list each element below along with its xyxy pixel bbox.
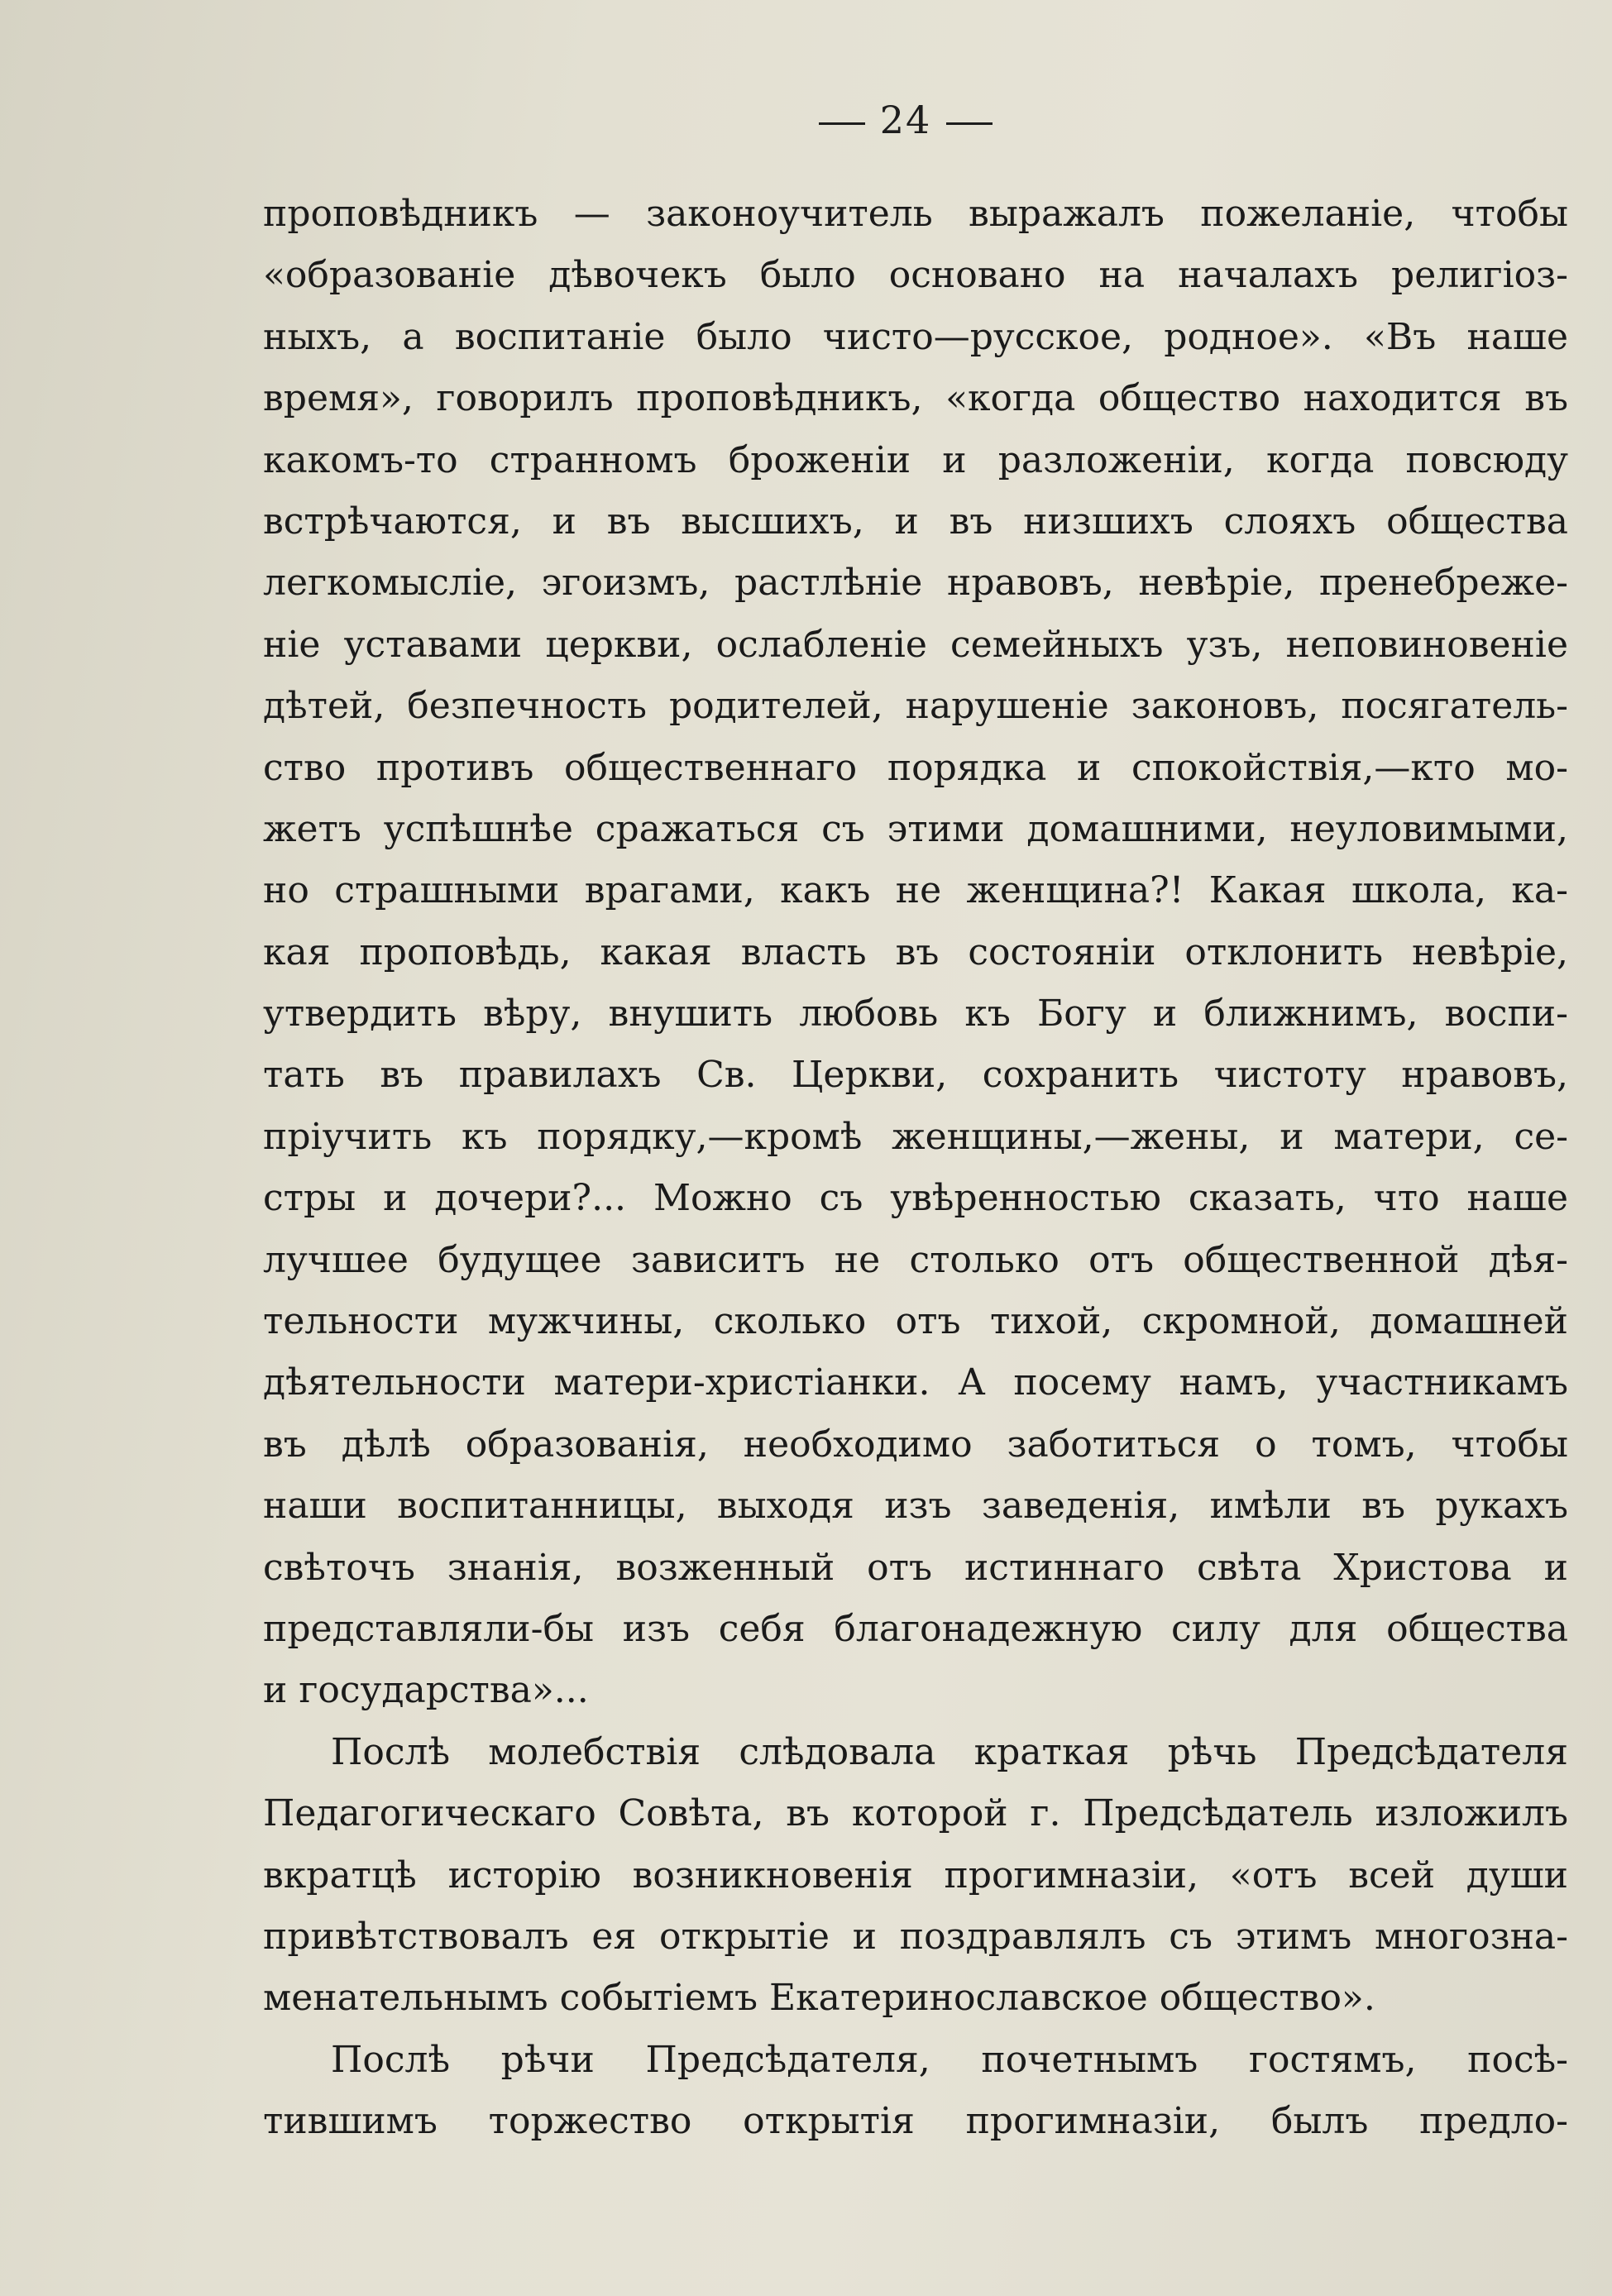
text-line: кая проповѣдь, какая власть въ состояніи отклонить невѣріе, <box>263 930 1568 973</box>
text-line: легкомысліе, эгоизмъ, растлѣніе нравовъ, невѣріе, пренебреже- <box>263 562 1568 605</box>
text-line: лучшее будущее зависитъ не столько отъ общественной дѣя- <box>263 1238 1568 1281</box>
text-line: пріучить къ порядку,—кромѣ женщины,—жены, и матери, се- <box>263 1115 1568 1158</box>
text-line: Педагогическаго Совѣта, въ которой г. Предсѣдатель изложилъ <box>263 1792 1568 1835</box>
text-line: тать въ правилахъ Св. Церкви, сохранить чистоту нравовъ, <box>263 1054 1568 1097</box>
text-line: вкратцѣ исторію возникновенія прогимназіи, «отъ всей души <box>263 1854 1568 1897</box>
text-line: стры и дочери?... Можно съ увѣренностью сказать, что наше <box>263 1177 1568 1220</box>
text-line: время», говорилъ проповѣдникъ, «когда общество находится въ <box>263 377 1568 420</box>
text-line: въ дѣлѣ образованія, необходимо заботиться о томъ, чтобы <box>263 1423 1568 1466</box>
text-line: Послѣ молебствія слѣдовала краткая рѣчь Предсѣдателя <box>331 1730 1568 1773</box>
text-line: «образованіе дѣвочекъ было основано на началахъ религіоз- <box>263 254 1568 297</box>
text-line: тившимъ торжество открытія прогимназіи, былъ предло- <box>263 2100 1568 2143</box>
text-line: дѣятельности матери-христіанки. А посему намъ, участникамъ <box>263 1361 1568 1404</box>
page-number <box>0 98 1612 142</box>
text-line: свѣточъ знанія, возженный отъ истиннаго свѣта Христова и <box>263 1546 1568 1589</box>
body-text <box>263 184 1568 2153</box>
page-number-dash-right <box>946 122 993 125</box>
page-number-value: 24 <box>879 98 932 142</box>
text-line: проповѣдникъ — законоучитель выражалъ пожеланіе, чтобы <box>263 193 1568 235</box>
text-line: привѣтствовалъ ея открытіе и поздравлялъ съ этимъ многозна- <box>263 1915 1568 1958</box>
text-line: ныхъ, а воспитаніе было чисто—русское, родное». «Въ наше <box>263 315 1568 358</box>
text-line: ство противъ общественнаго порядка и спокойствія,—кто мо- <box>263 746 1568 789</box>
text-line: но страшными врагами, какъ не женщина?! Какая школа, ка- <box>263 869 1568 912</box>
text-line: утвердить вѣру, внушить любовь къ Богу и ближнимъ, воспи- <box>263 993 1568 1036</box>
text-line: менательнымъ событіемъ Екатеринославское общество». <box>263 1977 1375 2020</box>
text-line: и государства»... <box>263 1669 589 1712</box>
text-line: дѣтей, безпечность родителей, нарушеніе законовъ, посягатель- <box>263 685 1568 728</box>
text-line: Послѣ рѣчи Предсѣдателя, почетнымъ гостямъ, посѣ- <box>331 2038 1568 2081</box>
text-line: наши воспитанницы, выходя изъ заведенія, имѣли въ рукахъ <box>263 1485 1568 1528</box>
text-line: тельности мужчины, сколько отъ тихой, скромной, домашней <box>263 1300 1568 1343</box>
text-line: встрѣчаются, и въ высшихъ, и въ низшихъ слояхъ общества <box>263 500 1568 543</box>
text-line: представляли-бы изъ себя благонадежную силу для общества <box>263 1607 1568 1650</box>
text-line: какомъ-то странномъ броженіи и разложеніи, когда повсюду <box>263 438 1568 481</box>
text-line: ніе уставами церкви, ослабленіе семейныхъ узъ, неповиновеніе <box>263 623 1568 666</box>
page-number-dash-left <box>819 122 865 125</box>
text-line: жетъ успѣшнѣе сражаться съ этими домашними, неуловимыми, <box>263 807 1568 850</box>
